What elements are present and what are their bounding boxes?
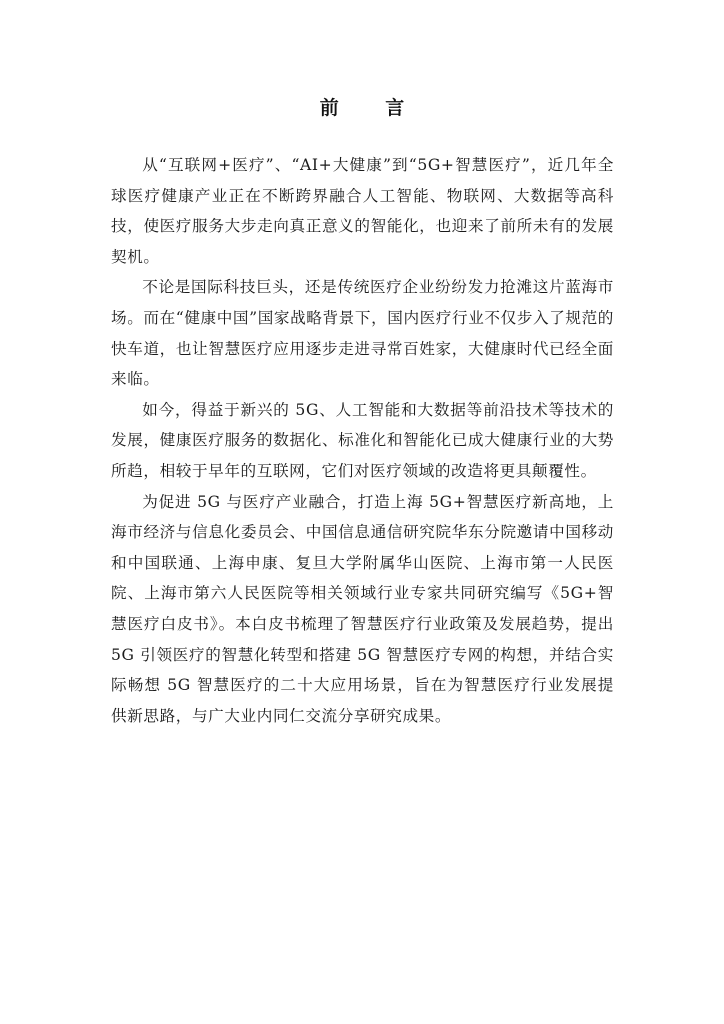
page-title: 前 言 bbox=[319, 97, 425, 119]
paragraph-4: 为促进 5G 与医疗产业融合，打造上海 5G+智慧医疗新高地，上海市经济与信息化委员会、中国信息通信研究院华东分院邀请中国移动和中国联通、上海申康、复旦大学附属华山医院、上海市第一人民医院、上海市第六人民医院等相关领域行业专家共同研究编写《5G+智慧医疗白皮书》。本白皮书梳理了智慧医疗行业政策及发展趋势，提出 5G 引领医疗的智慧化转型和搭建 5G 智慧医疗专网的构想，并结合实际畅想 5G 智慧医疗的二十大应用场景，旨在为智慧医疗行业发展提供新思路，与广大业内同仁交流分享研究成果。 bbox=[111, 492, 614, 725]
paragraph-1: 从“互联网+医疗”、“AI+大健康”到“5G+智慧医疗”，近几年全球医疗健康产业正在不断跨界融合人工智能、物联网、大数据等高科技，使医疗服务大步走向真正意义的智能化，也迎来了前所未有的发展契机。 bbox=[111, 156, 614, 266]
paragraph-2: 不论是国际科技巨头，还是传统医疗企业纷纷发力抢滩这片蓝海市场。而在“健康中国”国家战略背景下，国内医疗行业不仅步入了规范的快车道，也让智慧医疗应用逐步走进寻常百姓家，大健康时代已经全面来临。 bbox=[111, 278, 614, 389]
paragraph-3: 如今，得益于新兴的 5G、人工智能和大数据等前沿技术等技术的发展，健康医疗服务的数据化、标准化和智能化已成大健康行业的大势所趋，相较于早年的互联网，它们对医疗领域的改造将更具颠覆性。 bbox=[111, 400, 614, 480]
body-text bbox=[111, 150, 614, 731]
